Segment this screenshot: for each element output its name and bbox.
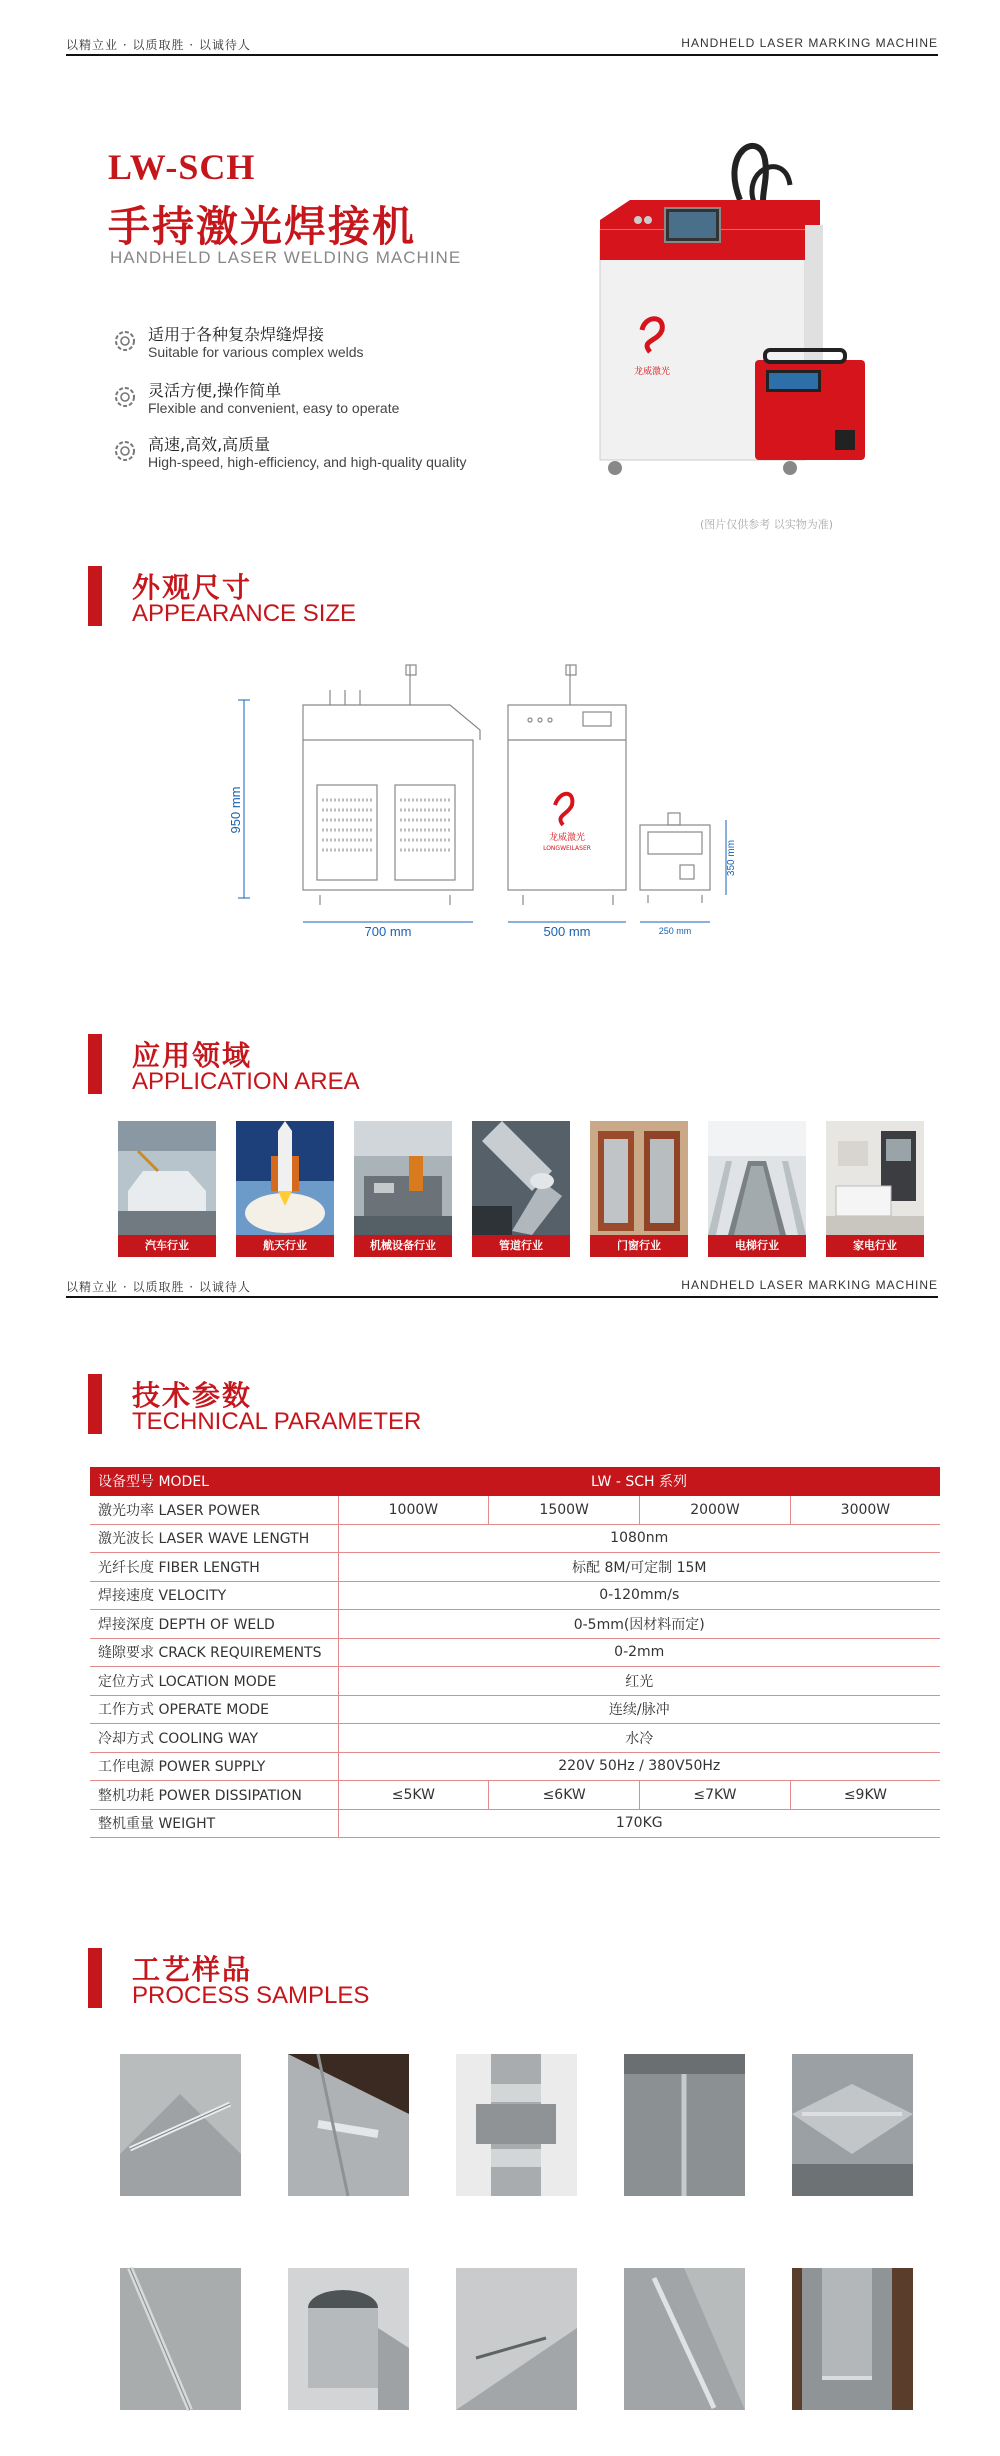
feature-item (108, 378, 548, 422)
application-label: 航天行业 (236, 1235, 334, 1257)
drawing-logo-en: LONGWEILASER (543, 845, 591, 852)
param-value: 连续/脉冲 (338, 1695, 940, 1724)
machine-image (590, 130, 880, 490)
application-card (590, 1121, 688, 1258)
param-name: 冷却方式 COOLING WAY (90, 1724, 338, 1753)
application-card (826, 1121, 924, 1258)
param-value: 标配 8M/可定制 15M (338, 1553, 940, 1582)
parameter-table (90, 1467, 940, 1838)
feature-cn: 灵活方便,操作简单 (148, 381, 282, 400)
param-value: 3000W (790, 1496, 940, 1525)
param-value: ≤6KW (489, 1781, 640, 1810)
param-name: 工作电源 POWER SUPPLY (90, 1752, 338, 1781)
section-bar (88, 1948, 102, 2008)
param-name: 焊接深度 DEPTH OF WELD (90, 1610, 338, 1639)
sample-photo (624, 2268, 745, 2410)
table-row (90, 1724, 940, 1753)
home-appliance-photo (826, 1121, 924, 1235)
application-card (236, 1121, 334, 1258)
sample-photo (792, 2268, 913, 2410)
sample-photo (120, 2054, 241, 2196)
application-card (472, 1121, 570, 1258)
width-label: 700 mm (364, 924, 412, 939)
top-bar (66, 1272, 938, 1298)
param-name: 设备型号 MODEL (90, 1467, 338, 1496)
table-row (90, 1581, 940, 1610)
param-name: 激光功率 LASER POWER (90, 1496, 338, 1525)
param-value: 0-5mm(因材料而定) (338, 1610, 940, 1639)
param-value: 1000W (338, 1496, 489, 1525)
aerospace-photo (236, 1121, 334, 1235)
param-value: 0-2mm (338, 1638, 940, 1667)
gear-icon (112, 384, 138, 410)
application-label: 家电行业 (826, 1235, 924, 1257)
param-value: 红光 (338, 1667, 940, 1696)
application-card (708, 1121, 806, 1258)
feature-item (108, 432, 548, 476)
application-card (118, 1121, 216, 1258)
feature-en: High-speed, high-efficiency, and high-quality quality (148, 454, 467, 470)
sample-photo (456, 2268, 577, 2410)
table-row (90, 1467, 940, 1496)
table-row (90, 1695, 940, 1724)
section-header-samples (88, 1948, 688, 2008)
escalator-photo (708, 1121, 806, 1235)
section-title-cn: 技术参数 (132, 1379, 253, 1412)
param-name: 缝隙要求 CRACK REQUIREMENTS (90, 1638, 338, 1667)
application-label: 机械设备行业 (354, 1235, 452, 1257)
param-name: 焊接速度 VELOCITY (90, 1581, 338, 1610)
chiller-width-label: 250 mm (658, 926, 692, 936)
application-label: 门窗行业 (590, 1235, 688, 1257)
application-label: 管道行业 (472, 1235, 570, 1257)
section-title-en: APPEARANCE SIZE (132, 600, 357, 627)
sample-photo (456, 2054, 577, 2196)
depth-label: 500 mm (543, 924, 591, 939)
gear-icon (112, 328, 138, 354)
param-value: 2000W (640, 1496, 791, 1525)
pipe-photo (472, 1121, 570, 1235)
sample-photo (288, 2054, 409, 2196)
height-label: 950 mm (228, 786, 243, 834)
feature-en: Flexible and convenient, easy to operate (148, 400, 400, 416)
section-title-en: APPLICATION AREA (132, 1068, 360, 1095)
table-row (90, 1553, 940, 1582)
param-name: 工作方式 OPERATE MODE (90, 1695, 338, 1724)
feature-cn: 高速,高效,高质量 (148, 435, 271, 454)
top-bar (66, 30, 938, 56)
hero-title-cn: 手持激光焊接机 (108, 202, 417, 251)
image-note: (图片仅供参考 以实物为准) (700, 518, 834, 531)
table-row (90, 1667, 940, 1696)
feature-item (108, 322, 548, 366)
param-name: 激光波长 LASER WAVE LENGTH (90, 1524, 338, 1553)
param-value: 1500W (489, 1496, 640, 1525)
param-value: 220V 50Hz / 380V50Hz (338, 1752, 940, 1781)
table-row (90, 1809, 940, 1838)
section-header-appearance (88, 566, 688, 626)
drawing-logo-cn: 龙威激光 (548, 833, 586, 843)
table-row (90, 1781, 940, 1810)
hero-title-en: HANDHELD LASER WELDING MACHINE (110, 248, 462, 267)
section-bar (88, 566, 102, 626)
section-header-application (88, 1034, 688, 1094)
door-window-photo (590, 1121, 688, 1235)
table-row (90, 1524, 940, 1553)
table-row (90, 1610, 940, 1639)
sample-gallery (120, 2054, 920, 2454)
machinery-photo (354, 1121, 452, 1235)
section-bar (88, 1374, 102, 1434)
sample-photo (288, 2268, 409, 2410)
param-name: 整机功耗 POWER DISSIPATION (90, 1781, 338, 1810)
param-value: 1080nm (338, 1524, 940, 1553)
dimension-drawing (230, 660, 750, 950)
param-value: ≤5KW (338, 1781, 489, 1810)
application-label: 电梯行业 (708, 1235, 806, 1257)
param-value: ≤9KW (790, 1781, 940, 1810)
hero-model: LW-SCH (108, 147, 256, 187)
table-row (90, 1638, 940, 1667)
param-value: 0-120mm/s (338, 1581, 940, 1610)
param-value: ≤7KW (640, 1781, 791, 1810)
sample-photo (624, 2054, 745, 2196)
section-title-en: PROCESS SAMPLES (132, 1982, 370, 2009)
section-bar (88, 1034, 102, 1094)
table-row (90, 1752, 940, 1781)
section-title-cn: 工艺样品 (132, 1953, 253, 1986)
machine-logo: 龙威激光 (633, 367, 671, 377)
brand-line: HANDHELD LASER MARKING MACHINE (681, 1278, 938, 1292)
application-label: 汽车行业 (118, 1235, 216, 1257)
feature-cn: 适用于各种复杂焊缝焊接 (148, 325, 325, 344)
feature-en: Suitable for various complex welds (148, 344, 364, 360)
section-title-en: TECHNICAL PARAMETER (132, 1408, 422, 1435)
param-name: 整机重量 WEIGHT (90, 1809, 338, 1838)
param-name: 定位方式 LOCATION MODE (90, 1667, 338, 1696)
param-value: 水冷 (338, 1724, 940, 1753)
chiller-height-label: 350 mm (726, 839, 737, 877)
table-row (90, 1496, 940, 1525)
sample-photo (120, 2268, 241, 2410)
section-header-technical (88, 1374, 688, 1434)
application-list (118, 1121, 918, 1261)
sample-photo (792, 2054, 913, 2196)
slogan: 以精立业 · 以质取胜 · 以诚待人 (66, 38, 251, 52)
slogan: 以精立业 · 以质取胜 · 以诚待人 (66, 1280, 251, 1294)
application-card (354, 1121, 452, 1258)
param-value: LW - SCH 系列 (338, 1467, 940, 1496)
param-name: 光纤长度 FIBER LENGTH (90, 1553, 338, 1582)
brand-line: HANDHELD LASER MARKING MACHINE (681, 36, 938, 50)
section-title-cn: 外观尺寸 (132, 571, 253, 604)
gear-icon (112, 438, 138, 464)
section-title-cn: 应用领域 (132, 1039, 253, 1072)
param-value: 170KG (338, 1809, 940, 1838)
automotive-photo (118, 1121, 216, 1235)
